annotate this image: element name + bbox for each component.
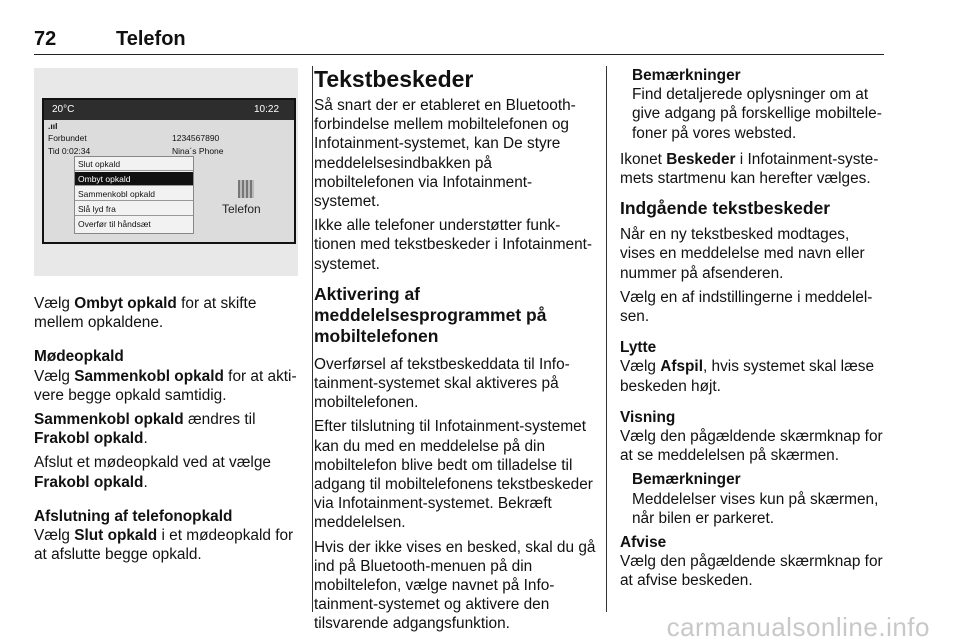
note-body: Find detaljerede oplysninger om at give adgang på forskellige mobiltelefoner på vores websted.: [632, 86, 882, 142]
heading: Indgående tekstbeskeder: [620, 198, 831, 219]
subheading: Mødeopkald: [34, 348, 124, 366]
paragraph: Så snart der er etableret en Bluetooth-forbindelse mellem mobiltelefonen og Infotainment-systemet, kan De styre meddelelsesindbakken på mobiltelefonen via Infotainment-systemet.: [314, 97, 576, 211]
section-title: Telefon: [116, 28, 186, 50]
column-divider: [606, 66, 607, 612]
paragraph: Vælg den pågældende skærmknap for at afvise beskeden.: [620, 553, 883, 590]
menu-item-merge-call[interactable]: Sammenkobl opkald: [75, 187, 193, 201]
call-menu: [74, 156, 194, 234]
paragraph: Hvis der ikke vises en besked, skal du gå ind på Bluetooth-menuen på din mobiltelefon, vælge navnet på Infotainment-systemet og aktivere den tilsvarende adgangsfunktion.: [314, 538, 596, 633]
connection-status: Forbundet: [48, 133, 87, 143]
phone-name: Nina´s Phone: [172, 146, 224, 156]
phone-icon: [238, 180, 254, 198]
temperature: 20°C: [52, 104, 75, 115]
signal-icon: .ııl: [48, 121, 58, 131]
column-middle: [314, 66, 596, 634]
paragraph: Vælg Ombyt opkald for at skifte mellem opkaldene.: [34, 295, 257, 332]
note-title: Bemærkninger: [632, 471, 741, 489]
menu-item-swap-call[interactable]: Ombyt opkald: [75, 172, 193, 186]
page-number: 72: [34, 28, 57, 50]
paragraph: Vælg Sammenkobl opkald for at aktivere begge opkald samtidig.: [34, 367, 297, 404]
call-duration: Tid 0:02:34: [48, 146, 91, 156]
column-right: [620, 66, 888, 591]
clock: 10:22: [254, 104, 280, 115]
status-bar: [44, 100, 294, 120]
column-left: [34, 294, 302, 564]
note: [620, 470, 888, 528]
paragraph: Efter tilslutning til Infotainment-systemet kan du med en meddelelse på din mobiltelefon blive bedt om tilladelse til adgang til mobiltelefonens tekstbeskeder via Infotainment-systemet. Bekræft meddelelsen.: [314, 418, 593, 532]
call-number: 1234567890: [172, 133, 220, 143]
page-header: [34, 24, 884, 55]
paragraph: Sammenkobl opkald ændres til Frakobl opkald.: [34, 411, 256, 448]
paragraph: Ikke alle telefoner understøtter funktionen med tekstbeskeder i Infotainment-systemet.: [314, 217, 593, 273]
note: [620, 66, 888, 143]
subheading: Visning: [620, 408, 676, 426]
menu-item-transfer-handset[interactable]: Overfør til håndsæt: [78, 219, 151, 229]
paragraph: Vælg den pågældende skærmknap for at se meddelelsen på skærmen.: [620, 428, 883, 465]
subheading: Afslutning af telefonopkald: [34, 507, 233, 525]
paragraph: Når en ny tekstbesked modtages, vises en meddelelse med navn eller nummer på afsenderen.: [620, 226, 865, 282]
app-label: Telefon: [222, 202, 261, 216]
paragraph: Ikonet Beskeder i Infotainment-systemets startmenu kan herefter vælges.: [620, 150, 879, 188]
subheading: Lytte: [620, 339, 657, 357]
heading: Tekstbeskeder: [314, 66, 474, 92]
paragraph: Vælg Afspil, hvis systemet skal læse beskeden højt.: [620, 358, 875, 395]
infotainment-screen: [42, 98, 296, 244]
paragraph: Vælg Slut opkald i et mødeopkald for at afslutte begge opkald.: [34, 527, 294, 564]
paragraph: Overførsel af tekstbeskeddata til Infotainment-systemet skal aktiveres på mobiltelefonen.: [314, 355, 570, 412]
menu-item-mute[interactable]: Slå lyd fra: [75, 202, 193, 216]
infotainment-screenshot: [34, 68, 298, 276]
note-body: Meddelelser vises kun på skærmen, når bilen er parkeret.: [632, 490, 879, 527]
heading: Aktivering af meddelelsesprogrammet på mobiltelefonen: [314, 283, 547, 346]
subheading: Afvise: [620, 534, 667, 552]
note-title: Bemærkninger: [632, 67, 741, 84]
column-divider: [312, 66, 313, 612]
menu-item-end-call[interactable]: Slut opkald: [75, 157, 193, 171]
paragraph: Afslut et mødeopkald ved at vælge Frakobl opkald.: [34, 454, 271, 491]
watermark: carmanualsonline.info: [666, 612, 930, 642]
paragraph: Vælg en af indstillingerne i meddelelsen.: [620, 288, 873, 326]
